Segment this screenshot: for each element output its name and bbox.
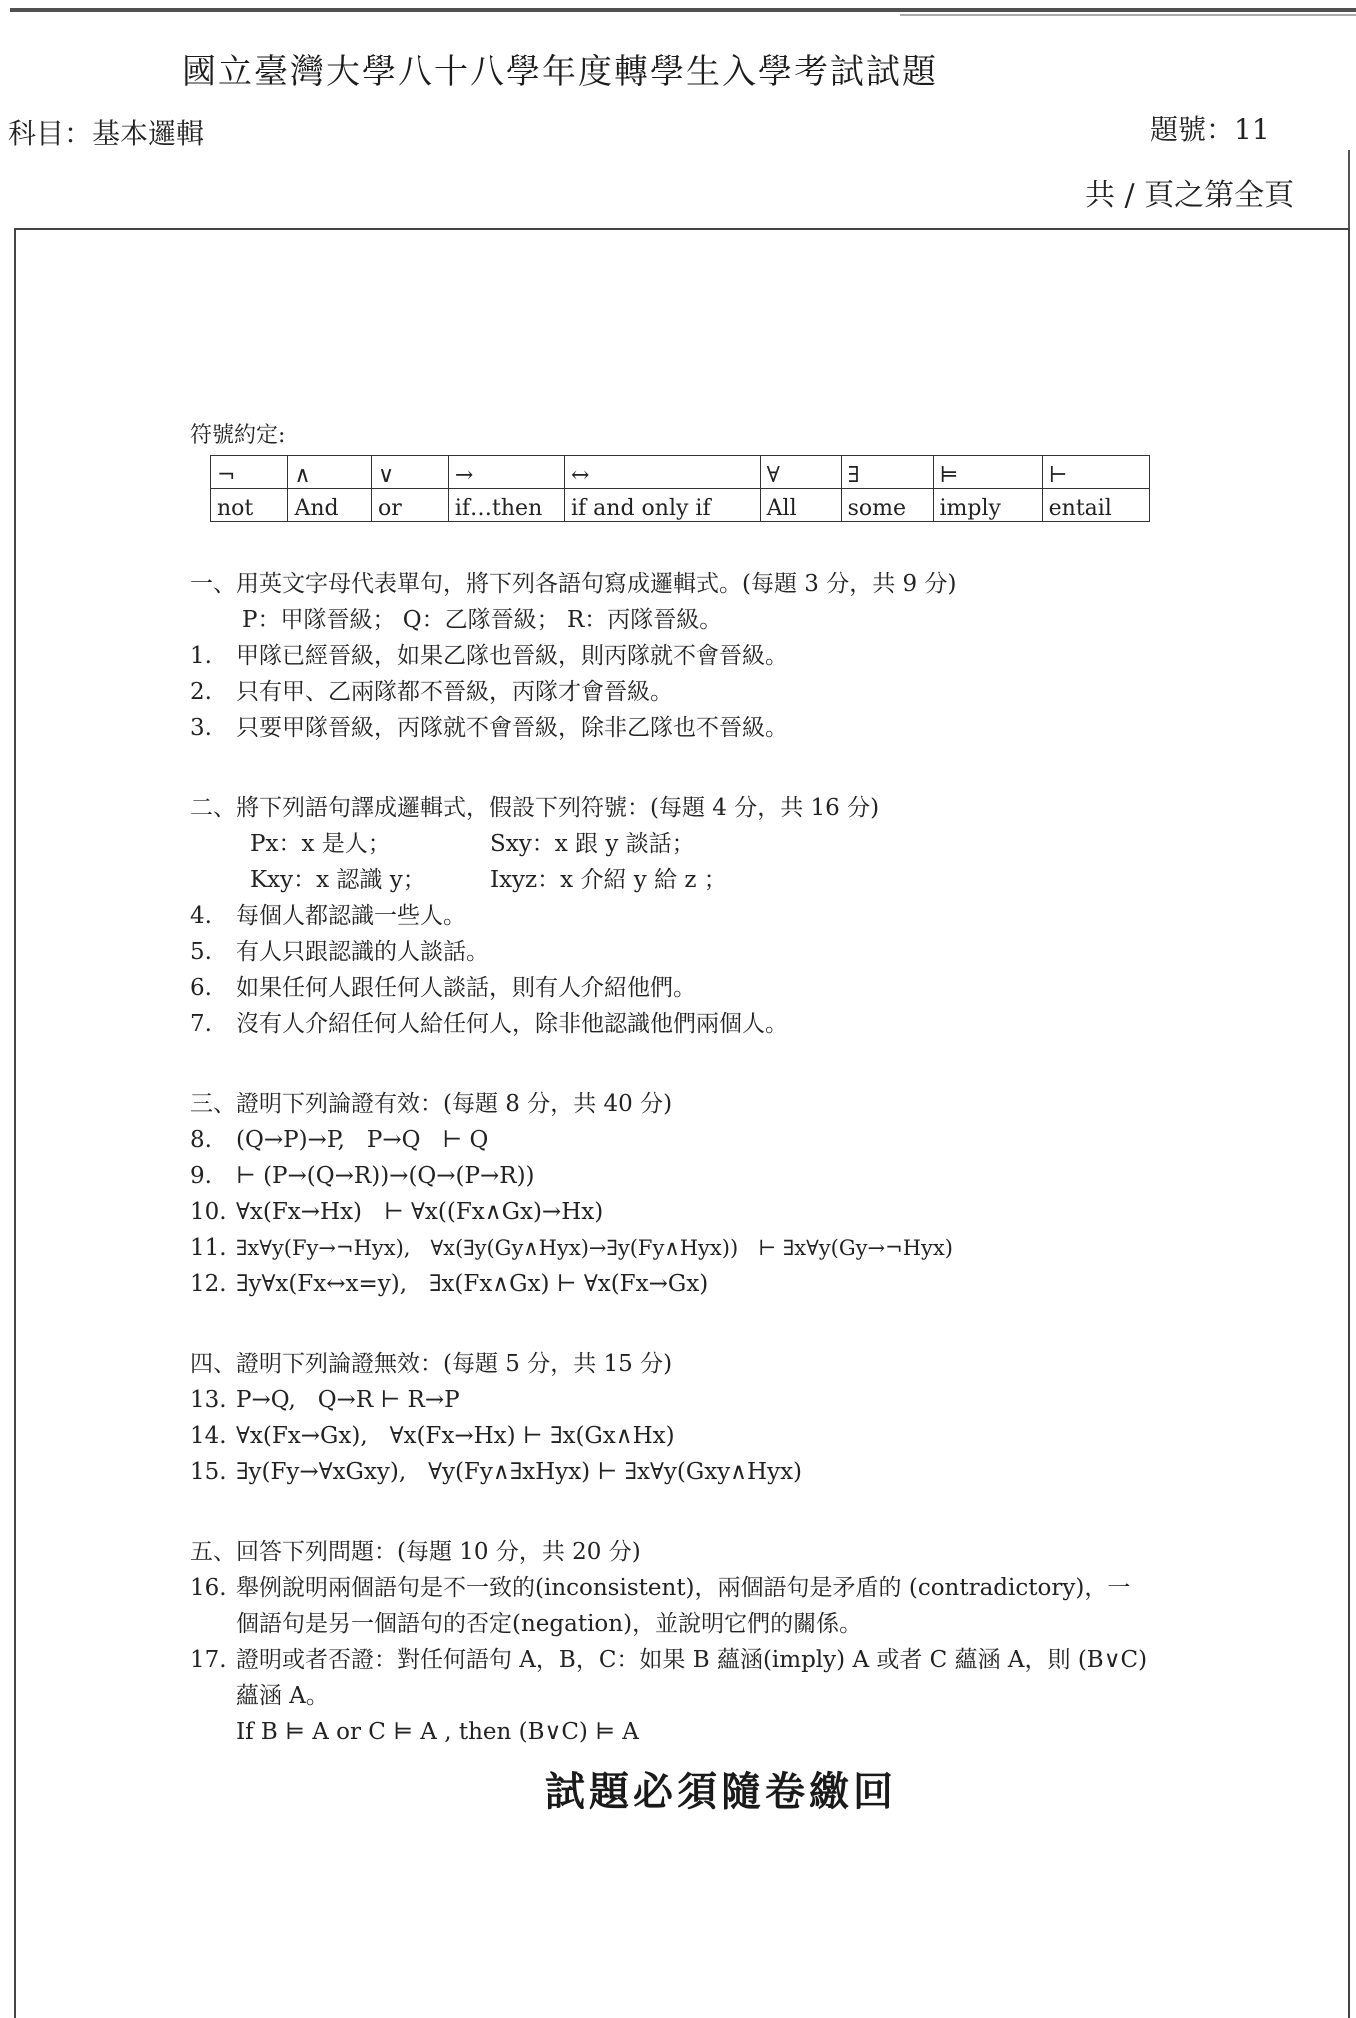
section-title: 五、回答下列問題：(每題 10 分，共 20 分) — [190, 1539, 641, 1565]
symbol-cell: ∧ — [288, 456, 372, 489]
question-text: 如果任何人跟任何人談話，則有人介紹他們。 — [236, 975, 696, 1001]
section-title: 一、用英文字母代表單句，將下列各語句寫成邏輯式。(每題 3 分，共 9 分) — [190, 571, 957, 597]
question-number-label: 15. — [190, 1459, 227, 1485]
question-item — [190, 1454, 1150, 1490]
question-item — [190, 1006, 1150, 1042]
exam-content — [190, 418, 1155, 1750]
definition: Px：x 是人； — [250, 831, 391, 857]
symbol-cell: ⊨ — [933, 456, 1042, 489]
meaning-cell: All — [760, 489, 841, 522]
formula-text: P→Q, Q→R ⊢ R→P — [236, 1387, 460, 1413]
question-number-label: 6. — [190, 975, 212, 1001]
question-number: 題號：11 — [1150, 113, 1270, 146]
question-item — [190, 638, 1150, 674]
question-number-label: 4. — [190, 903, 212, 929]
question-item — [190, 898, 1150, 934]
symbol-row — [211, 456, 1150, 489]
question-item — [190, 1230, 1150, 1266]
symbol-cell: ∃ — [841, 456, 933, 489]
question-text: 甲隊已經晉級，如果乙隊也晉級，則丙隊就不會晉級。 — [236, 643, 788, 669]
section-3 — [190, 1086, 1150, 1302]
question-number-label: 16. — [190, 1575, 227, 1601]
question-text: 每個人都認識一些人。 — [236, 903, 466, 929]
meaning-cell: some — [841, 489, 933, 522]
meaning-cell: And — [288, 489, 372, 522]
formula-text: ∃y(Fy→∀xGxy), ∀y(Fy∧∃xHyx) ⊢ ∃x∀y(Gxy∧Hyx) — [236, 1459, 803, 1485]
section-title: 四、證明下列論證無效：(每題 5 分，共 15 分) — [190, 1351, 673, 1377]
question-item — [190, 1418, 1150, 1454]
question-number-label: 14. — [190, 1423, 227, 1449]
scan-edge-top-shadow — [900, 14, 1356, 16]
question-text: 只要甲隊晉級，丙隊就不會晉級，除非乙隊也不晉級。 — [236, 715, 788, 741]
question-text: 沒有人介紹任何人給任何人，除非他認識他們兩個人。 — [236, 1011, 788, 1037]
return-notice-stamp: 試題必須隨卷繳回 — [545, 1768, 897, 1815]
question-number-label: 8. — [190, 1127, 212, 1153]
question-item — [190, 710, 1150, 746]
section-title: 三、證明下列論證有效：(每題 8 分，共 40 分) — [190, 1091, 673, 1117]
scan-edge-top — [10, 8, 1356, 12]
question-text: 證明或者否證：對任何語句 A，B，C：如果 B 蘊涵(imply) A 或者 C 蘊涵 A，則 (B∨C) 蘊涵 A。 — [236, 1647, 1155, 1709]
section-1 — [190, 566, 1150, 746]
question-item — [190, 1570, 1150, 1642]
symbol-cell: ↔ — [565, 456, 761, 489]
question-number-label: 1. — [190, 643, 212, 669]
question-item — [190, 1382, 1150, 1418]
symbol-table-label: 符號約定: — [190, 423, 286, 448]
formula-text: (Q→P)→P, P→Q ⊢ Q — [236, 1127, 489, 1153]
section-2 — [190, 790, 1150, 1042]
question-item — [190, 1642, 1155, 1714]
symbol-cell: ¬ — [211, 456, 288, 489]
question-item — [190, 1122, 1150, 1158]
question-number-label: 9. — [190, 1163, 212, 1189]
question-number-label: 7. — [190, 1011, 212, 1037]
meaning-cell: entail — [1042, 489, 1149, 522]
question-text: 有人只跟認識的人談話。 — [236, 939, 489, 965]
question-number-label: 5. — [190, 939, 212, 965]
question-number-label: 11. — [190, 1235, 227, 1261]
section-5 — [190, 1534, 1155, 1750]
meaning-cell: if…then — [448, 489, 564, 522]
formula-text: ⊢ (P→(Q→R))→(Q→(P→R)) — [236, 1163, 535, 1189]
formula-text: ∀x(Fx→Hx) ⊢ ∀x((Fx∧Gx)→Hx) — [236, 1199, 604, 1225]
question-item — [190, 970, 1150, 1006]
question-number-label: 10. — [190, 1199, 227, 1225]
question-item — [190, 1158, 1150, 1194]
question-item — [190, 674, 1150, 710]
definition: Kxy：x 認識 y； — [250, 867, 426, 893]
question-number-label: 17. — [190, 1647, 227, 1673]
definition: Sxy：x 跟 y 談話； — [490, 831, 695, 857]
question-number-label: 12. — [190, 1271, 227, 1297]
symbol-cell: ∀ — [760, 456, 841, 489]
question-number-label: 3. — [190, 715, 212, 741]
english-restatement: If B ⊨ A or C ⊨ A , then (B∨C) ⊨ A — [236, 1719, 639, 1745]
question-text: 只有甲、乙兩隊都不晉級，丙隊才會晉級。 — [236, 679, 673, 705]
symbol-cell: ∨ — [372, 456, 449, 489]
exam-title: 國立臺灣大學八十八學年度轉學生入學考試試題 — [182, 52, 938, 92]
definition: Ixyz：x 介紹 y 給 z ； — [490, 867, 727, 893]
symbol-cell: → — [448, 456, 564, 489]
meaning-row — [211, 489, 1150, 522]
question-text: 舉例說明兩個語句是不一致的(inconsistent)，兩個語句是矛盾的 (contradictory)，一個語句是另一個語句的否定(negation)，並說明它們的關係。 — [236, 1575, 1131, 1637]
symbol-table — [210, 455, 1150, 522]
question-number-label: 13. — [190, 1387, 227, 1413]
meaning-cell: or — [372, 489, 449, 522]
question-item — [190, 1194, 1150, 1230]
meaning-cell: not — [211, 489, 288, 522]
formula-text: ∃y∀x(Fx↔x=y), ∃x(Fx∧Gx) ⊢ ∀x(Fx→Gx) — [236, 1271, 709, 1297]
definition-row — [250, 826, 1150, 862]
page-count: 共 / 頁之第全頁 — [1085, 178, 1295, 213]
section-4 — [190, 1346, 1150, 1490]
formula-text: ∀x(Fx→Gx), ∀x(Fx→Hx) ⊢ ∃x(Gx∧Hx) — [236, 1423, 675, 1449]
definition-row — [250, 862, 1150, 898]
formula-text: ∃x∀y(Fy→¬Hyx), ∀x(∃y(Gy∧Hyx)→∃y(Fy∧Hyx)) ⊢ ∃x∀y(Gy→¬Hyx) — [236, 1236, 953, 1260]
section-title: 二、將下列語句譯成邏輯式，假設下列符號：(每題 4 分，共 16 分) — [190, 795, 880, 821]
question-number-label: 2. — [190, 679, 212, 705]
question-item — [190, 1266, 1150, 1302]
symbol-cell: ⊢ — [1042, 456, 1149, 489]
section-note: P：甲隊晉級； Q：乙隊晉級； R：丙隊晉級。 — [242, 607, 723, 633]
subject-label: 科目：基本邏輯 — [8, 117, 205, 150]
meaning-cell: imply — [933, 489, 1042, 522]
question-item — [190, 934, 1150, 970]
meaning-cell: if and only if — [565, 489, 761, 522]
